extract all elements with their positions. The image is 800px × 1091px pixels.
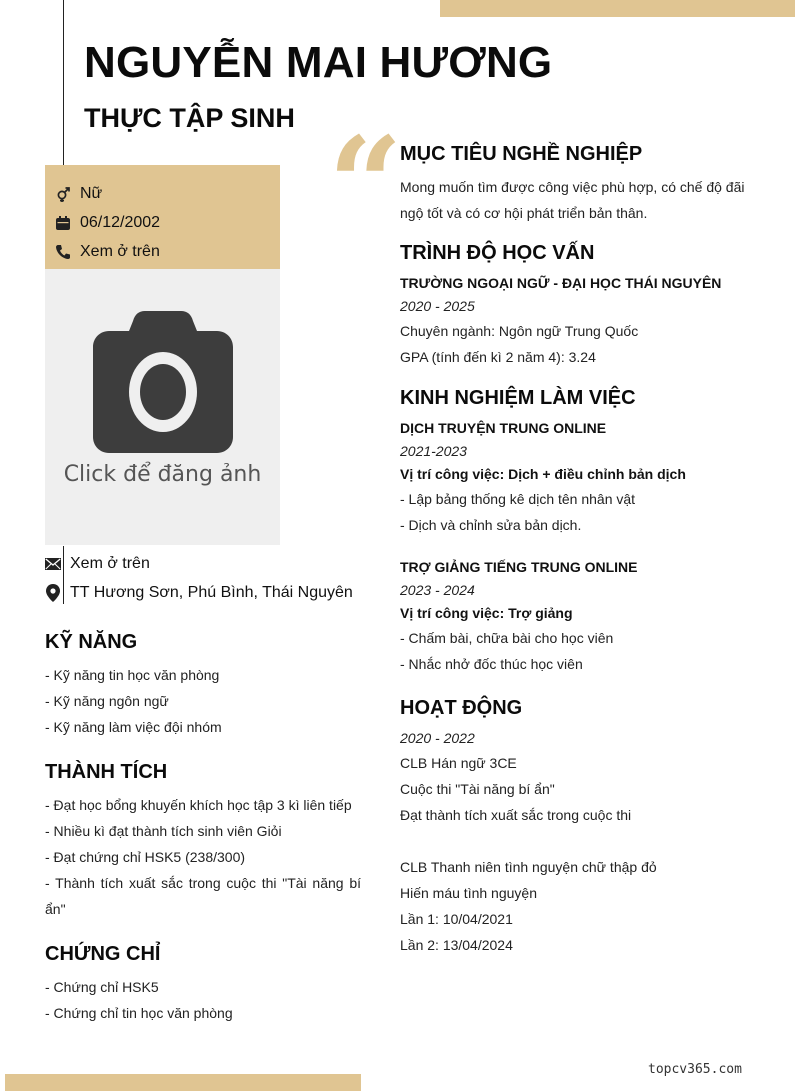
certificates-title: CHỨNG CHỈ: [45, 943, 161, 965]
quote-mark-icon: “: [328, 108, 403, 261]
calendar-icon: [55, 215, 71, 231]
address-row: [45, 578, 365, 607]
email-value: Xem ở trên: [70, 554, 150, 572]
personal-info-box: [45, 165, 280, 269]
experience-title: KINH NGHIỆM LÀM VIỆC: [400, 387, 636, 409]
phone-value: Xem ở trên: [80, 242, 160, 260]
phone-row: [45, 237, 280, 266]
list-item: - Nhiều kì đạt thành tích sinh viên Giỏi: [45, 823, 282, 839]
job-position: Vị trí công việc: Trợ giảng: [400, 605, 573, 621]
photo-upload[interactable]: [45, 269, 280, 545]
list-item: - Chứng chỉ HSK5: [45, 979, 159, 995]
list-item: - Đạt chứng chỉ HSK5 (238/300): [45, 849, 246, 865]
objective-title: MỤC TIÊU NGHỀ NGHIỆP: [400, 143, 643, 165]
achievements-list: [45, 792, 361, 922]
photo-upload-label: Click để đăng ảnh: [63, 462, 262, 487]
mail-icon: [45, 556, 61, 572]
footer-site: topcv365.com: [648, 1062, 742, 1077]
job-period: 2023 - 2024: [400, 582, 475, 598]
activity-line: Lần 2: 13/04/2024: [400, 937, 513, 953]
birthday-row: [45, 208, 280, 237]
job-entry: [400, 556, 760, 677]
top-accent-bar: [440, 0, 795, 17]
camera-icon: [93, 311, 233, 453]
gender-icon: [55, 186, 71, 202]
contact-block: [45, 549, 365, 607]
location-pin-icon: [45, 585, 61, 601]
gender-value: Nữ: [80, 184, 103, 202]
education-major: Chuyên ngành: Ngôn ngữ Trung Quốc: [400, 323, 639, 339]
job-task: - Lập bảng thống kê dịch tên nhân vật: [400, 491, 636, 507]
email-row: [45, 549, 365, 578]
skills-list: [45, 662, 365, 740]
education-gpa: GPA (tính đến kì 2 năm 4): 3.24: [400, 349, 596, 365]
education-period: 2020 - 2025: [400, 298, 475, 314]
education-title: TRÌNH ĐỘ HỌC VẤN: [400, 242, 595, 264]
activity-line: Cuộc thi "Tài năng bí ẩn": [400, 781, 555, 797]
header-divider-line: [63, 0, 64, 165]
activity-line: Lần 1: 10/04/2021: [400, 911, 513, 927]
school-name: TRƯỜNG NGOẠI NGỮ - ĐẠI HỌC THÁI NGUYÊN: [400, 275, 722, 291]
job-task: - Dịch và chỉnh sửa bản dịch.: [400, 517, 582, 533]
list-item: - Chứng chỉ tin học văn phòng: [45, 1005, 233, 1021]
list-item: - Đạt học bổng khuyến khích học tập 3 kì liên tiếp: [45, 797, 352, 813]
activity-line: Hiến máu tình nguyện: [400, 885, 537, 901]
job-period: 2021-2023: [400, 443, 467, 459]
activity-line: Đạt thành tích xuất sắc trong cuộc thi: [400, 807, 632, 823]
education-block: [400, 272, 760, 370]
activity-spacer: [400, 828, 760, 854]
birthday-value: 06/12/2002: [80, 213, 161, 231]
job-task: - Chấm bài, chữa bài cho học viên: [400, 630, 614, 646]
bottom-accent-bar: [5, 1074, 361, 1091]
job-task: - Nhắc nhở đốc thúc học viên: [400, 656, 583, 672]
job-company: TRỢ GIẢNG TIẾNG TRUNG ONLINE: [400, 559, 638, 575]
list-item: - Kỹ năng tin học văn phòng: [45, 667, 220, 683]
candidate-role: THỰC TẬP SINH: [84, 103, 295, 133]
job-entry: [400, 417, 760, 538]
activity-line: CLB Hán ngữ 3CE: [400, 755, 517, 771]
phone-icon: [55, 244, 71, 260]
list-item: - Kỹ năng làm việc đội nhóm: [45, 719, 222, 735]
activities-title: HOẠT ĐỘNG: [400, 697, 523, 719]
gender-row: [45, 179, 280, 208]
certificates-list: [45, 974, 365, 1026]
activities-block: [400, 727, 760, 958]
list-item: - Kỹ năng ngôn ngữ: [45, 693, 169, 709]
job-company: DỊCH TRUYỆN TRUNG ONLINE: [400, 420, 607, 436]
activity-line: CLB Thanh niên tình nguyện chữ thập đỏ: [400, 859, 657, 875]
job-position: Vị trí công việc: Dịch + điều chỉnh bản dịch: [400, 466, 686, 482]
activities-period: 2020 - 2022: [400, 730, 475, 746]
achievements-title: THÀNH TÍCH: [45, 761, 168, 783]
list-item: - Thành tích xuất sắc trong cuộc thi "Tài năng bí ẩn": [45, 875, 361, 917]
address-value: TT Hương Sơn, Phú Bình, Thái Nguyên: [70, 583, 353, 601]
candidate-name: NGUYỄN MAI HƯƠNG: [84, 38, 553, 87]
skills-title: KỸ NĂNG: [45, 631, 138, 653]
objective-text: Mong muốn tìm được công việc phù hợp, có chế độ đãi ngộ tốt và có cơ hội phát triển bản thân.: [400, 179, 745, 221]
